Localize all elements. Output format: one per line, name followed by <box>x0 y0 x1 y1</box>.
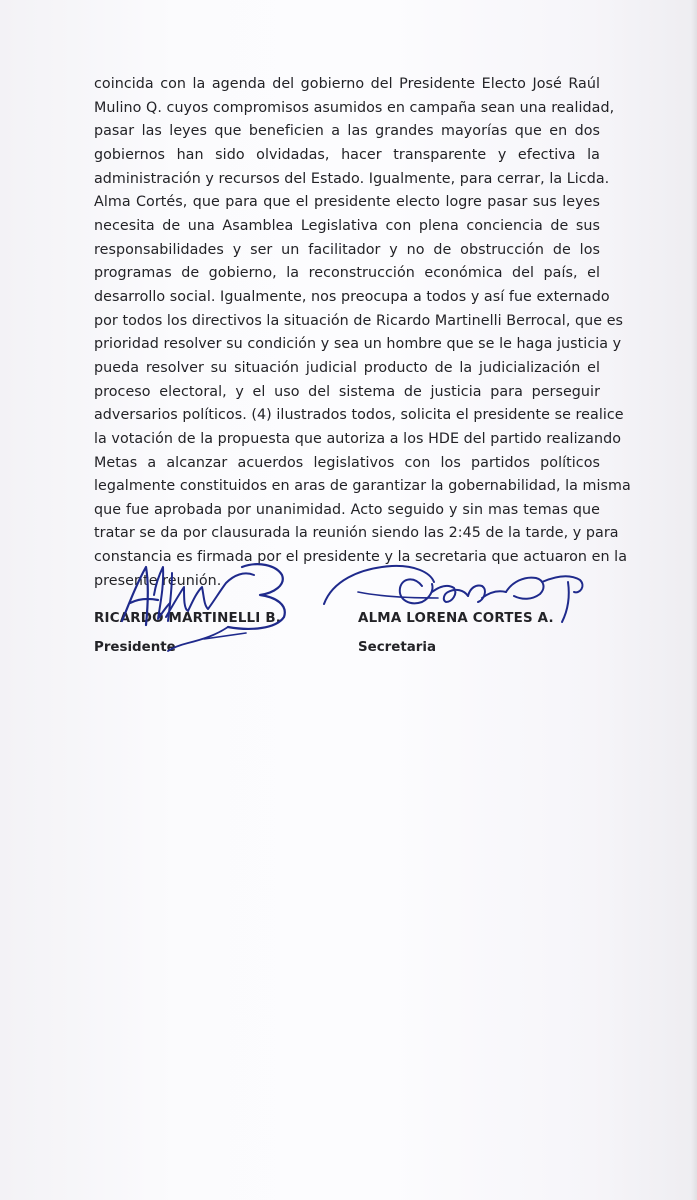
body-line: pueda resolver su situación judicial producto de la judicialización el <box>94 359 600 376</box>
body-line: necesita de una Asamblea Legislativa con plena conciencia de sus <box>94 217 600 234</box>
body-line: por todos los directivos la situación de Ricardo Martinelli Berrocal, que es <box>94 312 624 329</box>
secretary-signature-icon <box>318 552 598 632</box>
body-line: legalmente constituidos en aras de garantizar la gobernabilidad, la misma <box>94 478 631 495</box>
body-line: la votación de la propuesta que autoriza a los HDE del partido realizando <box>94 430 621 447</box>
body-line: programas de gobierno, la reconstrucción económica del país, el <box>94 265 600 282</box>
body-line: que fue aprobada por unanimidad. Acto seguido y sin mas temas que <box>94 501 600 518</box>
document-body <box>94 73 631 593</box>
body-line: Mulino Q. cuyos compromisos asumidos en campaña sean una realidad, <box>94 99 615 116</box>
body-line: constancia es firmada por el presidente y la secretaria que actuaron en la <box>94 549 628 566</box>
body-line: prioridad resolver su condición y sea un hombre que se le haga justicia y <box>94 336 622 353</box>
body-line: responsabilidades y ser un facilitador y no de obstrucción de los <box>94 241 600 258</box>
body-line: tratar se da por clausurada la reunión siendo las 2:45 de la tarde, y para <box>94 525 619 542</box>
signatory-title-secretary: Secretaria <box>358 640 437 655</box>
body-line: pasar las leyes que beneficien a las grandes mayorías que en dos <box>94 123 600 140</box>
signatory-name-secretary: ALMA LORENA CORTES A. <box>358 611 554 626</box>
body-line: gobiernos han sido olvidadas, hacer transparente y efectiva la <box>94 146 600 163</box>
body-line: administración y recursos del Estado. Igualmente, para cerrar, la Licda. <box>94 170 610 187</box>
body-line: proceso electoral, y el uso del sistema de justicia para perseguir <box>94 383 600 400</box>
signatory-name-president: RICARDO MARTINELLI B. <box>94 611 282 626</box>
body-line: desarrollo social. Igualmente, nos preocupa a todos y así fue externado <box>94 288 610 305</box>
body-line: Alma Cortés, que para que el presidente electo logre pasar sus leyes <box>94 194 600 211</box>
signatory-title-president: Presidente <box>94 640 176 655</box>
page-edge-shadow <box>691 0 697 1200</box>
body-line: coincida con la agenda del gobierno del Presidente Electo José Raúl <box>94 76 600 92</box>
body-line: Metas a alcanzar acuerdos legislativos con los partidos políticos <box>94 454 600 471</box>
president-signature-icon <box>108 543 308 663</box>
body-line-last: presente reunión. <box>94 572 222 589</box>
body-line: adversarios políticos. (4) ilustrados todos, solicita el presidente se realice <box>94 407 624 424</box>
